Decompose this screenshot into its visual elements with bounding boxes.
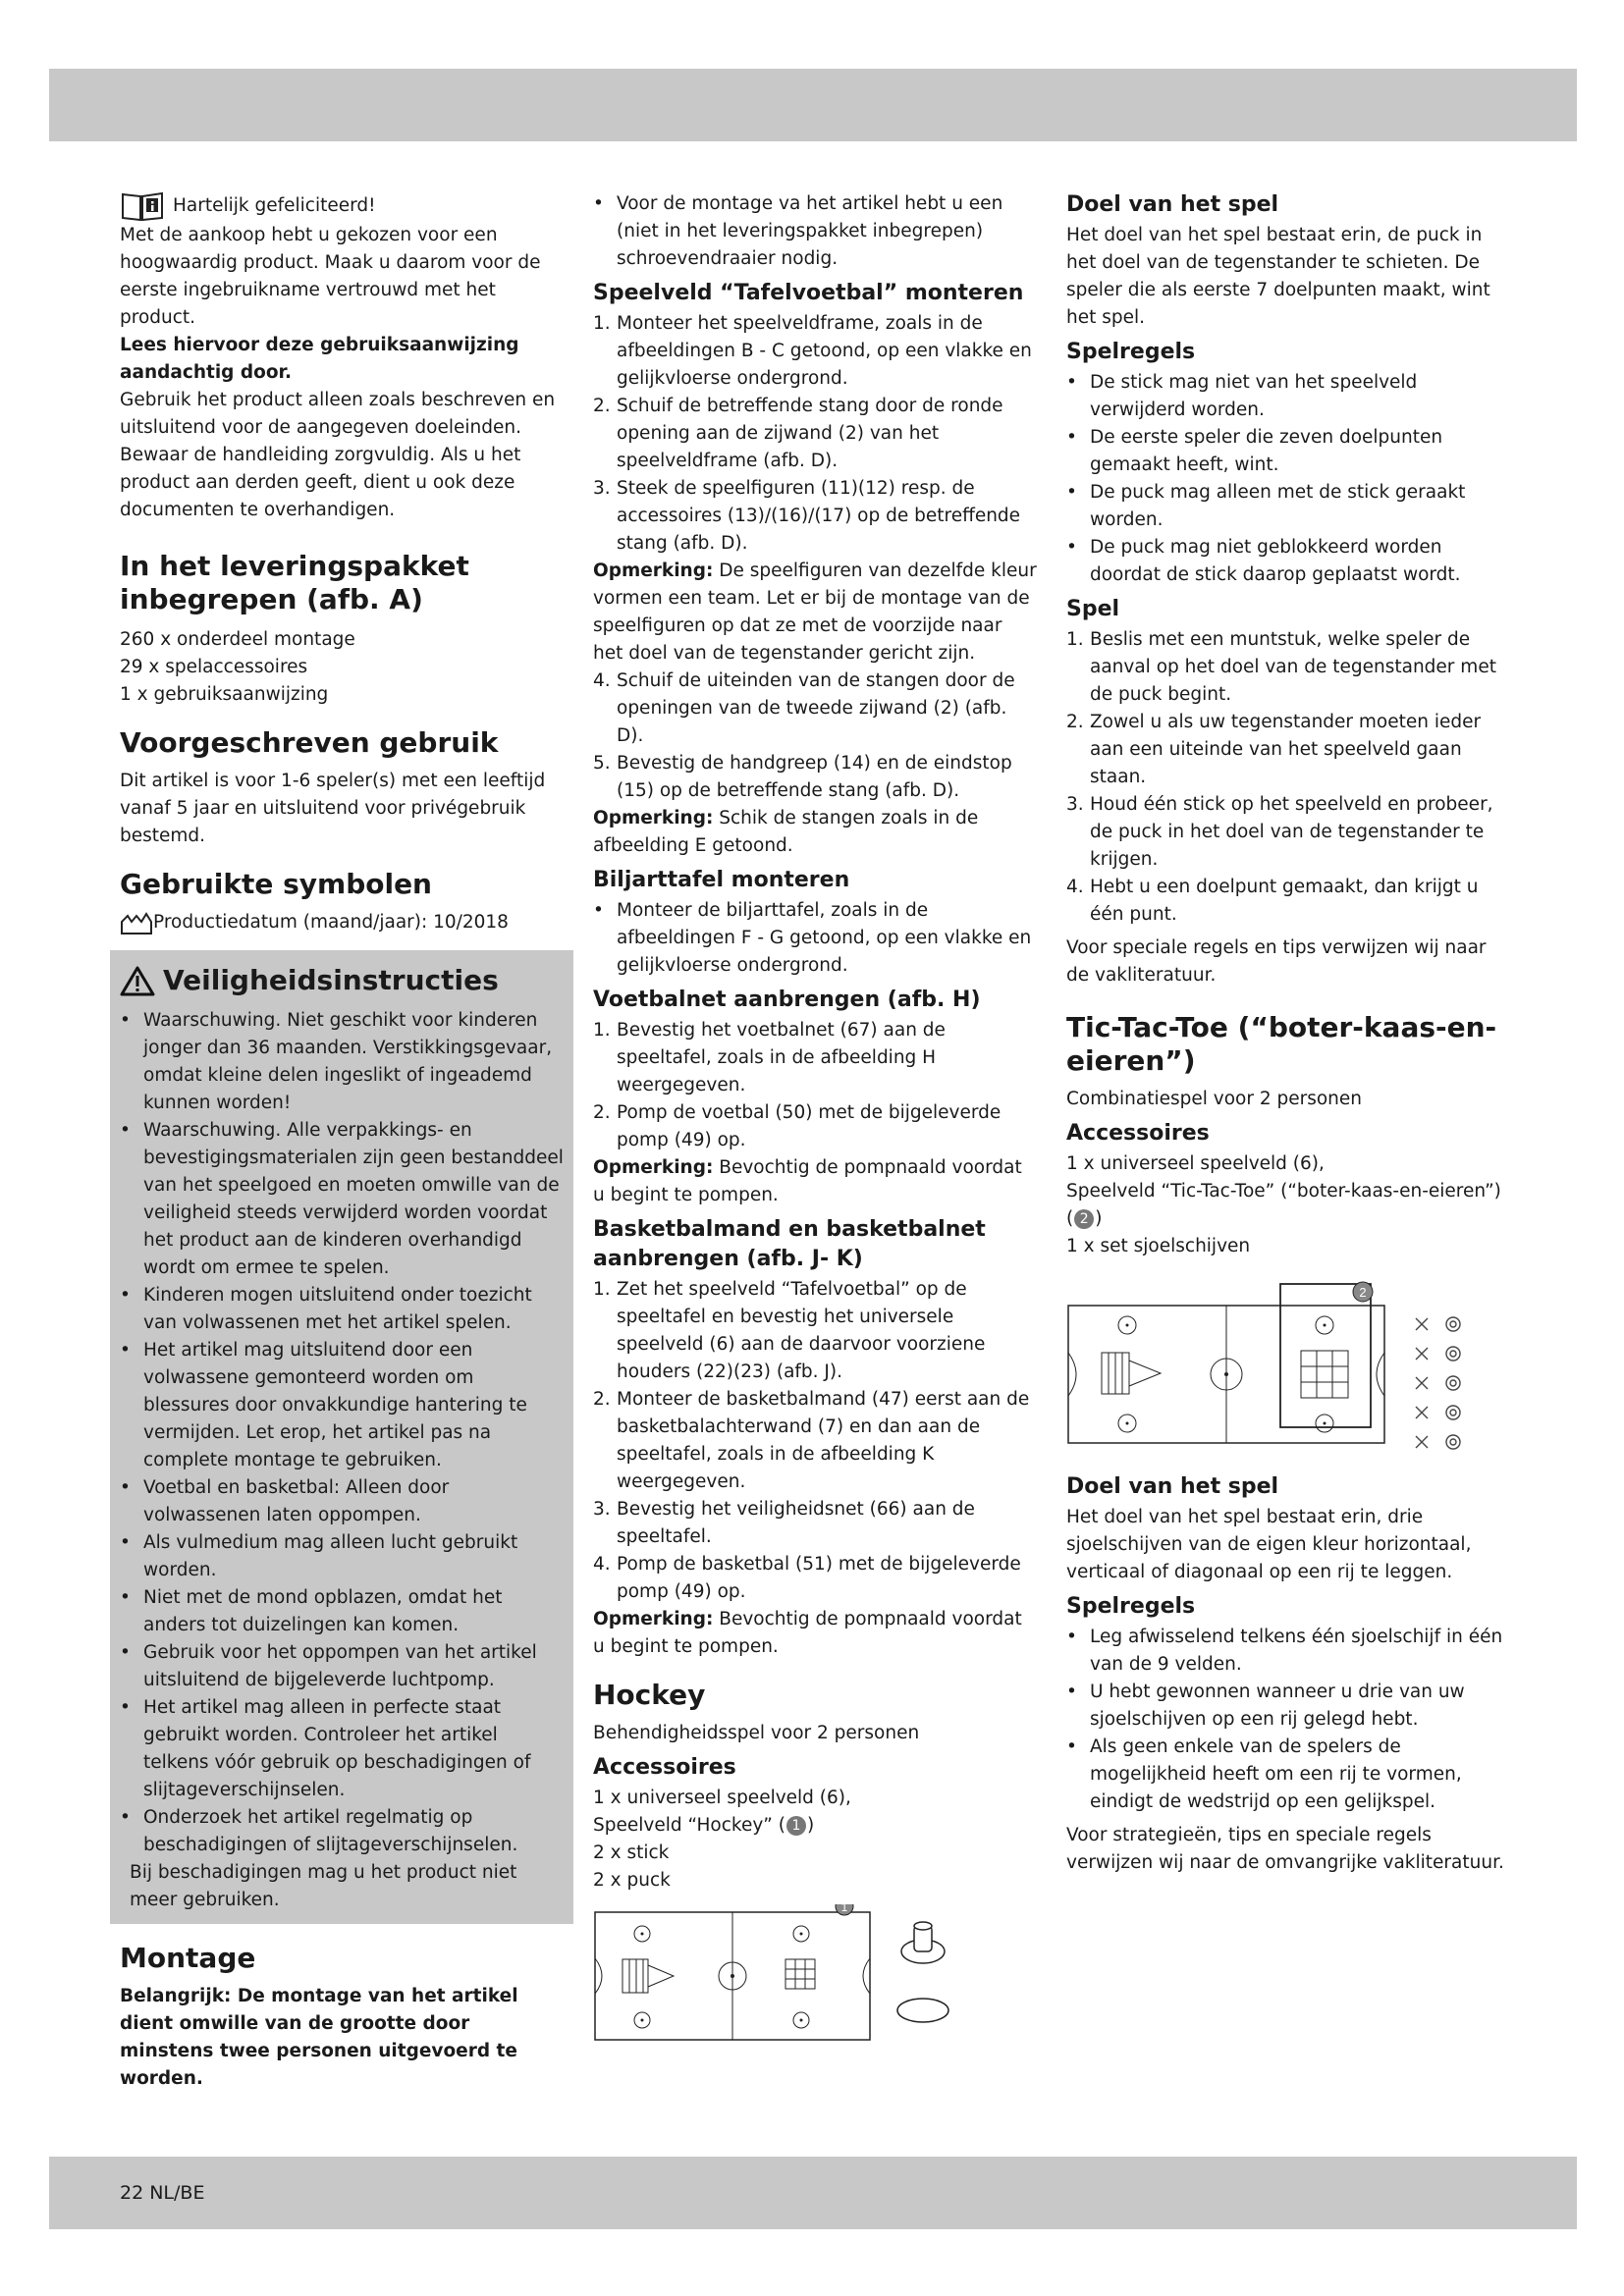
tafel-step: 4. Schuif de uiteinden van de stangen door de openingen van de tweede zijwand (2) (afb. D). xyxy=(593,670,1015,746)
tool-note: • Voor de montage va het artikel hebt u een (niet in het leveringspakket inbegrepen) schroevendraaier nodig. xyxy=(593,193,1003,269)
tafel-step: 3. Steek de speelfiguren (11)(12) resp. de accessoires (13)/(16)/(17) op de betreffende stang (afb. D). xyxy=(593,478,1021,554)
hockey-field-badge: 1 xyxy=(786,1816,806,1836)
hockey-field-drawing xyxy=(593,1904,1037,2052)
regels-item: • De puck mag niet geblokkeerd worden doordat de stick daarop geplaatst wordt. xyxy=(1066,537,1461,585)
safety-item: • Als vulmedium mag alleen lucht gebruikt worden. xyxy=(120,1532,518,1580)
regels-heading: Spelregels xyxy=(1066,340,1196,364)
ttt-heading: Tic-Tac-Toe (“boter-kaas-en-eieren”) xyxy=(1066,1011,1497,1077)
safety-heading-row xyxy=(120,962,564,999)
regels2-item: • U hebt gewonnen wanneer u drie van uw sjoelschijven op een rij gelegd hebt. xyxy=(1066,1682,1465,1730)
safety-box xyxy=(110,950,573,1924)
delivery-item: 1 x gebruiksaanwijzing xyxy=(120,684,329,705)
safety-item: • Gebruik voor het oppompen van het artikel uitsluitend de bijgeleverde luchtpomp. xyxy=(120,1642,537,1690)
regels2-item: • Als geen enkele van de spelers de mogelijkheid heeft om een rij te vormen, eindigt de wedstrijd op een gelijkspel. xyxy=(1066,1736,1462,1812)
ttt-illustration xyxy=(1066,1266,1510,1463)
biljart-item: • Monteer de biljarttafel, zoals in de afbeeldingen F - G getoond, op een vlakke en gelijkvloerse ondergrond. xyxy=(593,900,1032,976)
factory-icon xyxy=(120,910,153,935)
spel-step: 4. Hebt u een doelpunt gemaakt, dan krijgt u één punt. xyxy=(1066,877,1479,925)
intro-body-2: Gebruik het product alleen zoals beschreven en uitsluitend voor de aangegeven doeleinden. Bewaar de handleiding zorgvuldig. Als u het product aan derden geeft, dient u ook deze documenten te overhandigen. xyxy=(120,390,556,520)
column-1 xyxy=(120,190,564,2093)
spel-heading: Spel xyxy=(1066,597,1120,621)
doel-body: Het doel van het spel bestaat erin, de puck in het doel van de tegenstander te schieten. De speler die als eerste 7 doelpunten maakt, wint het spel. xyxy=(1066,225,1490,328)
warning-icon xyxy=(120,965,155,996)
regels2-footer: Voor strategieën, tips en speciale regels verwijzen wij naar de omvangrijke vakliteratuur. xyxy=(1066,1825,1504,1873)
hockey-acc: Speelveld “Hockey” ( 1 ) xyxy=(593,1815,815,1836)
ttt-sub: Combinatiespel voor 2 personen xyxy=(1066,1089,1363,1109)
regels2-item: • Leg afwisselend telkens één sjoelschijf in één van de 9 velden. xyxy=(1066,1627,1503,1675)
tafel-heading: Speelveld “Tafelvoetbal” monteren xyxy=(593,281,1024,305)
regels-item: • De eerste speler die zeven doelpunten gemaakt heeft, wint. xyxy=(1066,427,1443,475)
ttt-acc: Speelveld “Tic-Tac-Toe” (“boter-kaas-en-eieren”) ( 2 ) xyxy=(1066,1181,1501,1229)
ttt-field-number: 2 xyxy=(1359,1285,1367,1300)
doel2-heading: Doel van het spel xyxy=(1066,1474,1279,1499)
safety-item: • Kinderen mogen uitsluitend onder toezicht van volwassenen met het artikel spelen. xyxy=(120,1285,532,1333)
hockey-acc: 2 x puck xyxy=(593,1870,671,1891)
delivery-heading: In het leveringspakket inbegrepen (afb. A) xyxy=(120,550,469,615)
use-body: Dit artikel is voor 1-6 speler(s) met een leeftijd vanaf 5 jaar en uitsluitend voor privégebruik bestemd. xyxy=(120,771,546,846)
ttt-field-drawing xyxy=(1066,1266,1510,1463)
hockey-illustration xyxy=(593,1904,1037,2052)
hockey-heading: Hockey xyxy=(593,1679,706,1711)
voetbal-step: 2. Pomp de voetbal (50) met de bijgeleverde pomp (49) op. xyxy=(593,1102,1001,1150)
voetbal-heading: Voetbalnet aanbrengen (afb. H) xyxy=(593,988,981,1012)
doel2-body: Het doel van het spel bestaat erin, drie sjoelschijven van de eigen kleur horizontaal, verticaal of diagonaal op een rij te leggen. xyxy=(1066,1507,1472,1582)
tafel-step: 5. Bevestig de handgreep (14) en de eindstop (15) op de betreffende stang (afb. D). xyxy=(593,753,1012,801)
ttt-field-badge: 2 xyxy=(1074,1209,1094,1229)
tafel-note-2: Opmerking: Schik de stangen zoals in de afbeelding E getoond. xyxy=(593,808,979,856)
biljart-heading: Biljarttafel monteren xyxy=(593,868,850,892)
safety-heading: Veiligheidsinstructies xyxy=(163,964,499,996)
spel-step: 3. Houd één stick op het speelveld en probeer, de puck in het doel van de tegenstander te krijgen. xyxy=(1066,794,1493,870)
safety-item: • Het artikel mag uitsluitend door een volwassene gemonteerd worden om blessures door onvakkundige hantering te vermijden. Let erop, het artikel pas na complete montage te gebruiken. xyxy=(120,1340,527,1470)
footer-bar xyxy=(49,2157,1577,2229)
regels-item: • De stick mag niet van het speelveld verwijderd worden. xyxy=(1066,372,1418,420)
intro-title: Hartelijk gefeliciteerd! xyxy=(173,195,376,216)
tafel-step: 1. Monteer het speelveldframe, zoals in de afbeeldingen B - C getoond, op een vlakke en gelijkvloerse ondergrond. xyxy=(593,313,1032,389)
hockey-sub: Behendigheidsspel voor 2 personen xyxy=(593,1723,920,1743)
ttt-acc: 1 x universeel speelveld (6), xyxy=(1066,1153,1325,1174)
safety-item: • Voetbal en basketbal: Alleen door volwassenen laten oppompen. xyxy=(120,1477,450,1525)
use-heading: Voorgeschreven gebruik xyxy=(120,726,499,759)
voetbal-note: Opmerking: Bevochtig de pompnaald voordat u begint te pompen. xyxy=(593,1157,1022,1205)
safety-item: • Het artikel mag alleen in perfecte staat gebruikt worden. Controleer het artikel telkens vóór gebruik op beschadigingen of slijtageverschijnselen. xyxy=(120,1697,531,1800)
intro-body: Met de aankoop hebt u gekozen voor een hoogwaardig product. Maak u daarom voor de eerste ingebruikname vertrouwd met het product. xyxy=(120,225,541,328)
ttt-acc: 1 x set sjoelschijven xyxy=(1066,1236,1251,1256)
tafel-note-1: Opmerking: De speelfiguren van dezelfde kleur vormen een team. Let er bij de montage van de speelfiguren op dat ze met de voorzijde naar het doel van de tegenstander gericht zijn. xyxy=(593,561,1037,664)
delivery-item: 260 x onderdeel montage xyxy=(120,629,355,650)
hockey-acc: 2 x stick xyxy=(593,1842,670,1863)
voetbal-step: 1. Bevestig het voetbalnet (67) aan de speeltafel, zoals in de afbeelding H weergegeven. xyxy=(593,1020,946,1095)
intro-bold: Lees hiervoor deze gebruiksaanwijzing aandachtig door. xyxy=(120,335,519,383)
basket-heading: Basketbalmand en basketbalnet aanbrengen (afb. J- K) xyxy=(593,1217,986,1271)
header-bar xyxy=(49,69,1577,141)
safety-item: • Waarschuwing. Niet geschikt voor kinderen jonger dan 36 maanden. Verstikkingsgevaar, omdat kleine delen ingeslikt of ingeademd kunnen worden! xyxy=(120,1010,553,1113)
safety-footer: Bij beschadigingen mag u het product niet meer gebruiken. xyxy=(130,1862,517,1910)
basket-step: 2. Monteer de basketbalmand (47) eerst aan de basketbalachterwand (7) en dan aan de speeltafel, zoals in de afbeelding K weergegeven. xyxy=(593,1389,1030,1492)
column-2 xyxy=(593,190,1037,2052)
delivery-item: 29 x spelaccessoires xyxy=(120,657,308,677)
montage-important: Belangrijk: De montage van het artikel dient omwille van de grootte door minstens twee personen uitgevoerd te worden. xyxy=(120,1986,518,2089)
spel-step: 2. Zowel u als uw tegenstander moeten ieder aan een uiteinde van het speelveld gaan staan. xyxy=(1066,712,1482,787)
safety-item: • Niet met de mond opblazen, omdat het anders tot duizelingen kan komen. xyxy=(120,1587,503,1635)
tafel-step: 2. Schuif de betreffende stang door de ronde opening aan de zijwand (2) van het speelveldframe (afb. D). xyxy=(593,396,1003,471)
symbols-heading: Gebruikte symbolen xyxy=(120,868,432,900)
spel-step: 1. Beslis met een muntstuk, welke speler de aanval op het doel van de tegenstander met de puck begint. xyxy=(1066,629,1496,705)
hockey-field-number: 1 xyxy=(840,1904,848,1914)
basket-note: Opmerking: Bevochtig de pompnaald voordat u begint te pompen. xyxy=(593,1609,1022,1657)
basket-step: 4. Pomp de basketbal (51) met de bijgeleverde pomp (49) op. xyxy=(593,1554,1021,1602)
regels2-heading: Spelregels xyxy=(1066,1594,1196,1619)
hockey-acc-heading: Accessoires xyxy=(593,1755,736,1780)
montage-heading: Montage xyxy=(120,1942,256,1974)
column-3 xyxy=(1066,190,1510,1877)
intro-title-row xyxy=(120,190,564,222)
basket-step: 1. Zet het speelveld “Tafelvoetbal” op de speeltafel en bevestig het universele speelveld (6) aan de daarvoor voorziene houders (22)(23) (afb. J). xyxy=(593,1279,986,1382)
book-info-icon xyxy=(120,190,165,222)
hockey-acc: 1 x universeel speelveld (6), xyxy=(593,1788,851,1808)
ttt-acc-heading: Accessoires xyxy=(1066,1121,1210,1146)
safety-item: • Waarschuwing. Alle verpakkings- en bevestigingsmaterialen zijn geen bestanddeel van het speelgoed en moeten omwille van de veiligheid steeds verwijderd worden voordat het product aan de kinderen overhandigd wordt om ermee te spelen. xyxy=(120,1120,564,1278)
safety-item: • Onderzoek het artikel regelmatig op beschadigingen of slijtageverschijnselen. xyxy=(120,1807,518,1855)
doel-heading: Doel van het spel xyxy=(1066,192,1279,217)
regels-item: • De puck mag alleen met de stick geraakt worden. xyxy=(1066,482,1466,530)
production-date-row xyxy=(120,909,564,936)
production-date: Productiedatum (maand/jaar): 10/2018 xyxy=(153,912,509,933)
spel-footer: Voor speciale regels en tips verwijzen wij naar de vakliteratuur. xyxy=(1066,937,1487,986)
page-number: 22 NL/BE xyxy=(120,2182,205,2204)
basket-step: 3. Bevestig het veiligheidsnet (66) aan de speeltafel. xyxy=(593,1499,975,1547)
